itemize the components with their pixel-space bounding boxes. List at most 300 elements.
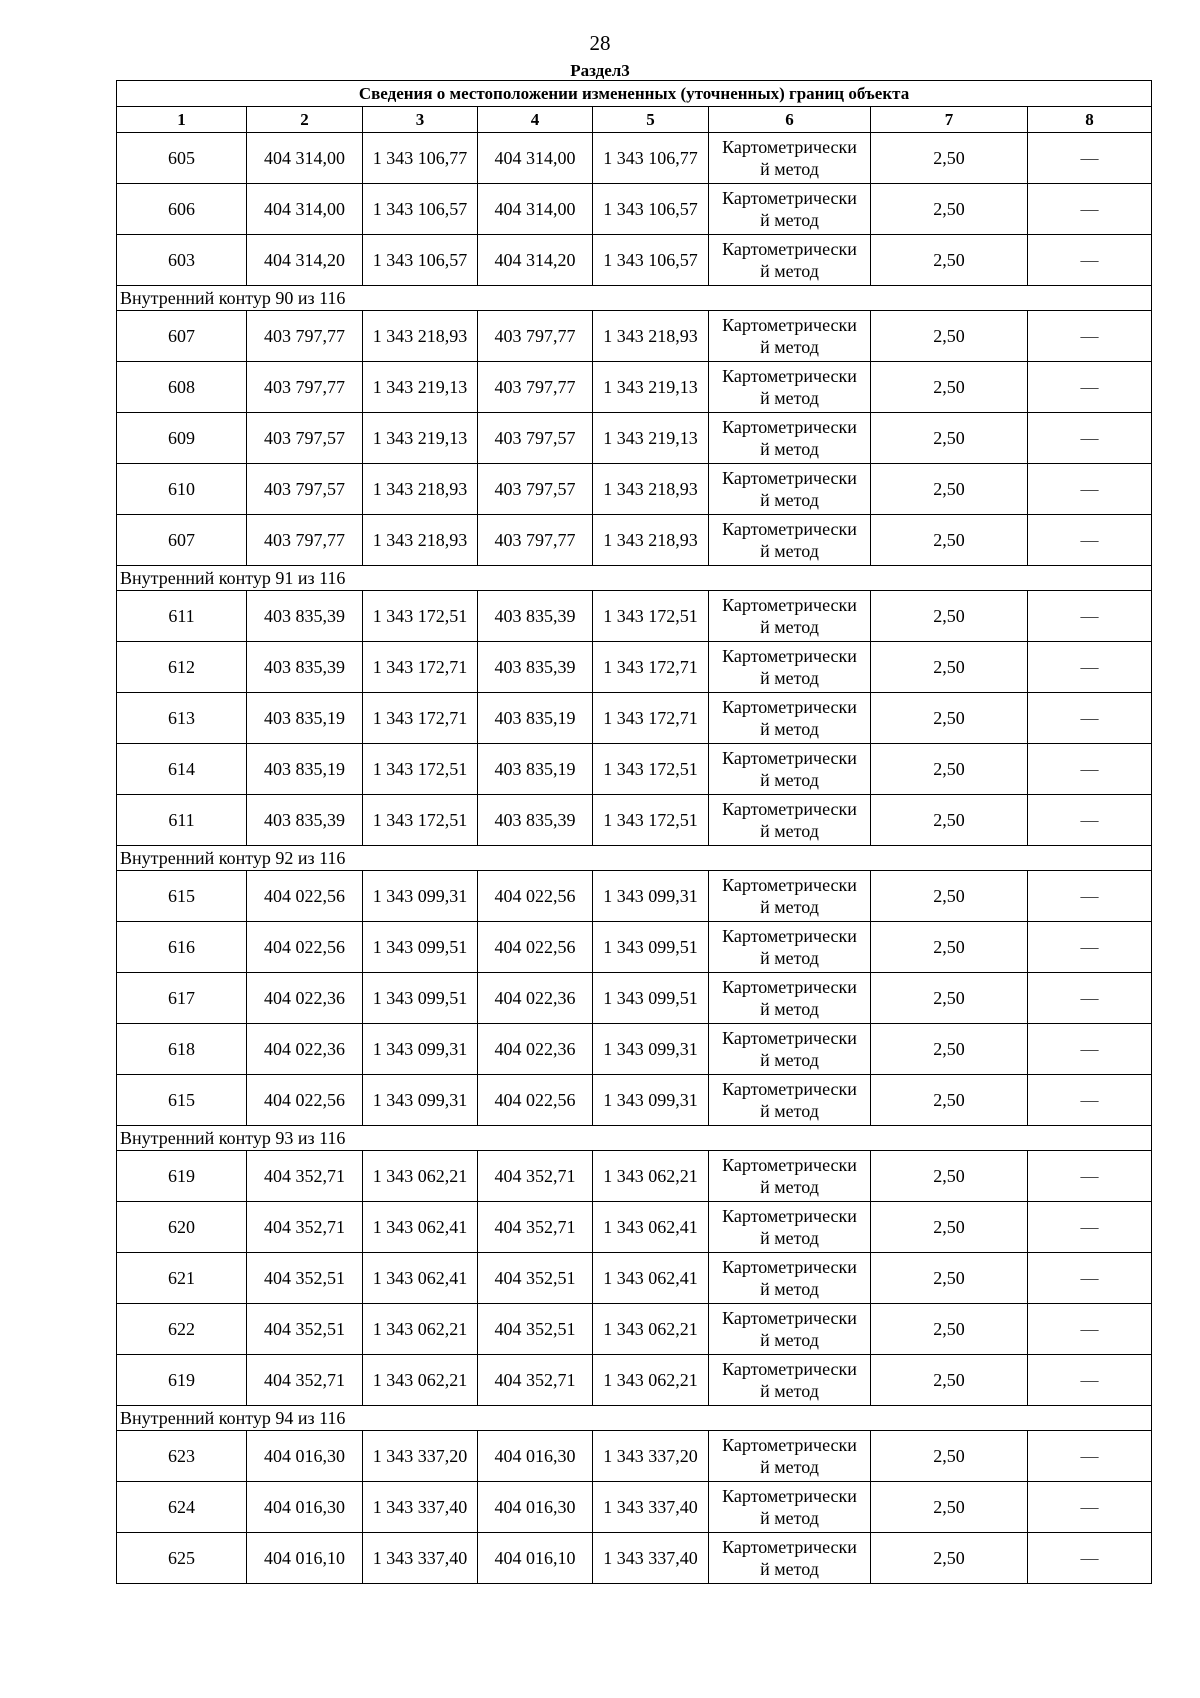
y-coordinate-cell: 1 343 062,21 — [363, 1355, 478, 1406]
point-number-cell: 623 — [117, 1431, 247, 1482]
contour-group-label: Внутренний контур 90 из 116 — [117, 286, 1152, 311]
accuracy-cell: 2,50 — [871, 1202, 1028, 1253]
table-row — [117, 642, 1152, 693]
method-cell — [709, 413, 871, 464]
method-cell — [709, 133, 871, 184]
column-number: 3 — [363, 107, 478, 133]
x-new-cell: 403 835,19 — [478, 693, 593, 744]
y-coordinate-cell: 1 343 099,51 — [363, 973, 478, 1024]
description-cell: — — [1028, 1075, 1152, 1126]
point-number-cell: 625 — [117, 1533, 247, 1584]
description-cell: — — [1028, 515, 1152, 566]
y-new-cell: 1 343 337,40 — [593, 1482, 709, 1533]
description-cell: — — [1028, 311, 1152, 362]
x-coordinate-cell: 403 835,39 — [247, 642, 363, 693]
accuracy-cell: 2,50 — [871, 922, 1028, 973]
description-cell: — — [1028, 693, 1152, 744]
point-number-cell: 614 — [117, 744, 247, 795]
x-coordinate-cell: 404 352,51 — [247, 1253, 363, 1304]
y-coordinate-cell: 1 343 219,13 — [363, 362, 478, 413]
y-new-cell: 1 343 172,71 — [593, 642, 709, 693]
table-row — [117, 922, 1152, 973]
x-new-cell: 403 797,77 — [478, 515, 593, 566]
y-coordinate-cell: 1 343 062,41 — [363, 1253, 478, 1304]
table-row — [117, 1482, 1152, 1533]
method-line: й метод — [760, 1508, 819, 1528]
description-cell: — — [1028, 1304, 1152, 1355]
y-new-cell: 1 343 218,93 — [593, 515, 709, 566]
x-new-cell: 404 022,56 — [478, 871, 593, 922]
description-cell: — — [1028, 1202, 1152, 1253]
accuracy-cell: 2,50 — [871, 795, 1028, 846]
x-coordinate-cell: 403 797,77 — [247, 311, 363, 362]
description-cell: — — [1028, 362, 1152, 413]
y-coordinate-cell: 1 343 099,31 — [363, 1075, 478, 1126]
accuracy-cell: 2,50 — [871, 1431, 1028, 1482]
y-coordinate-cell: 1 343 337,20 — [363, 1431, 478, 1482]
accuracy-cell: 2,50 — [871, 1075, 1028, 1126]
x-new-cell: 404 016,30 — [478, 1482, 593, 1533]
method-cell — [709, 311, 871, 362]
y-new-cell: 1 343 106,77 — [593, 133, 709, 184]
contour-group-label: Внутренний контур 91 из 116 — [117, 566, 1152, 591]
x-coordinate-cell: 404 016,10 — [247, 1533, 363, 1584]
x-new-cell: 403 835,19 — [478, 744, 593, 795]
y-new-cell: 1 343 172,51 — [593, 795, 709, 846]
accuracy-cell: 2,50 — [871, 311, 1028, 362]
method-line: Картометрически — [722, 1486, 857, 1506]
method-line: й метод — [760, 1381, 819, 1401]
y-new-cell: 1 343 099,31 — [593, 1075, 709, 1126]
method-line: Картометрически — [722, 977, 857, 997]
point-number-cell: 618 — [117, 1024, 247, 1075]
table-row — [117, 693, 1152, 744]
point-number-cell: 624 — [117, 1482, 247, 1533]
point-number-cell: 620 — [117, 1202, 247, 1253]
method-line: Картометрически — [722, 188, 857, 208]
contour-group-row — [117, 846, 1152, 871]
contour-group-row — [117, 566, 1152, 591]
column-number: 6 — [709, 107, 871, 133]
point-number-cell: 619 — [117, 1355, 247, 1406]
contour-group-label: Внутренний контур 94 из 116 — [117, 1406, 1152, 1431]
column-number-row — [117, 107, 1152, 133]
method-cell — [709, 362, 871, 413]
point-number-cell: 610 — [117, 464, 247, 515]
method-cell — [709, 235, 871, 286]
y-coordinate-cell: 1 343 062,21 — [363, 1304, 478, 1355]
table-row — [117, 744, 1152, 795]
x-new-cell: 403 797,77 — [478, 311, 593, 362]
contour-group-row — [117, 1126, 1152, 1151]
method-line: й метод — [760, 948, 819, 968]
accuracy-cell: 2,50 — [871, 184, 1028, 235]
method-line: й метод — [760, 668, 819, 688]
x-coordinate-cell: 403 835,39 — [247, 591, 363, 642]
method-line: Картометрически — [722, 1359, 857, 1379]
method-line: й метод — [760, 1177, 819, 1197]
description-cell: — — [1028, 973, 1152, 1024]
method-cell — [709, 184, 871, 235]
table-row — [117, 1533, 1152, 1584]
accuracy-cell: 2,50 — [871, 1253, 1028, 1304]
method-line: й метод — [760, 261, 819, 281]
method-cell — [709, 642, 871, 693]
y-coordinate-cell: 1 343 218,93 — [363, 311, 478, 362]
table-row — [117, 871, 1152, 922]
x-new-cell: 404 314,00 — [478, 133, 593, 184]
y-new-cell: 1 343 218,93 — [593, 464, 709, 515]
y-coordinate-cell: 1 343 337,40 — [363, 1533, 478, 1584]
description-cell: — — [1028, 795, 1152, 846]
accuracy-cell: 2,50 — [871, 591, 1028, 642]
x-coordinate-cell: 404 022,36 — [247, 973, 363, 1024]
x-new-cell: 404 022,36 — [478, 1024, 593, 1075]
y-coordinate-cell: 1 343 172,51 — [363, 795, 478, 846]
description-cell: — — [1028, 1533, 1152, 1584]
point-number-cell: 607 — [117, 515, 247, 566]
method-line: й метод — [760, 617, 819, 637]
description-cell: — — [1028, 133, 1152, 184]
accuracy-cell: 2,50 — [871, 515, 1028, 566]
table-row — [117, 1431, 1152, 1482]
method-cell — [709, 591, 871, 642]
method-line: й метод — [760, 821, 819, 841]
x-new-cell: 403 797,57 — [478, 413, 593, 464]
column-number: 7 — [871, 107, 1028, 133]
accuracy-cell: 2,50 — [871, 973, 1028, 1024]
method-cell — [709, 1151, 871, 1202]
accuracy-cell: 2,50 — [871, 871, 1028, 922]
table-row — [117, 795, 1152, 846]
point-number-cell: 616 — [117, 922, 247, 973]
column-number: 1 — [117, 107, 247, 133]
y-coordinate-cell: 1 343 218,93 — [363, 515, 478, 566]
method-line: й метод — [760, 541, 819, 561]
x-coordinate-cell: 403 797,77 — [247, 515, 363, 566]
section-label: Раздел3 — [570, 61, 630, 80]
y-new-cell: 1 343 172,51 — [593, 591, 709, 642]
point-number-cell: 619 — [117, 1151, 247, 1202]
method-cell — [709, 1253, 871, 1304]
accuracy-cell: 2,50 — [871, 1151, 1028, 1202]
method-cell — [709, 1533, 871, 1584]
method-line: й метод — [760, 490, 819, 510]
description-cell: — — [1028, 642, 1152, 693]
table-row — [117, 362, 1152, 413]
point-number-cell: 615 — [117, 1075, 247, 1126]
method-line: Картометрически — [722, 417, 857, 437]
y-coordinate-cell: 1 343 172,71 — [363, 642, 478, 693]
x-coordinate-cell: 404 352,71 — [247, 1355, 363, 1406]
method-line: й метод — [760, 159, 819, 179]
y-new-cell: 1 343 218,93 — [593, 311, 709, 362]
y-new-cell: 1 343 106,57 — [593, 184, 709, 235]
method-cell — [709, 1355, 871, 1406]
table-row — [117, 133, 1152, 184]
column-number: 4 — [478, 107, 593, 133]
x-coordinate-cell: 404 352,71 — [247, 1151, 363, 1202]
y-new-cell: 1 343 099,31 — [593, 1024, 709, 1075]
method-line: Картометрически — [722, 1028, 857, 1048]
y-new-cell: 1 343 062,21 — [593, 1355, 709, 1406]
description-cell: — — [1028, 1151, 1152, 1202]
table-row — [117, 413, 1152, 464]
description-cell: — — [1028, 1482, 1152, 1533]
table-row — [117, 1253, 1152, 1304]
x-coordinate-cell: 403 797,77 — [247, 362, 363, 413]
accuracy-cell: 2,50 — [871, 1533, 1028, 1584]
x-new-cell: 404 016,10 — [478, 1533, 593, 1584]
x-coordinate-cell: 403 797,57 — [247, 413, 363, 464]
x-coordinate-cell: 403 835,39 — [247, 795, 363, 846]
method-line: Картометрически — [722, 799, 857, 819]
y-new-cell: 1 343 062,41 — [593, 1202, 709, 1253]
x-coordinate-cell: 404 022,56 — [247, 871, 363, 922]
x-new-cell: 404 352,71 — [478, 1355, 593, 1406]
table-row — [117, 973, 1152, 1024]
description-cell: — — [1028, 1431, 1152, 1482]
column-number: 5 — [593, 107, 709, 133]
x-coordinate-cell: 404 016,30 — [247, 1482, 363, 1533]
description-cell: — — [1028, 1355, 1152, 1406]
description-cell: — — [1028, 235, 1152, 286]
x-new-cell: 403 835,39 — [478, 642, 593, 693]
x-new-cell: 404 314,20 — [478, 235, 593, 286]
point-number-cell: 612 — [117, 642, 247, 693]
x-coordinate-cell: 404 022,36 — [247, 1024, 363, 1075]
contour-group-row — [117, 286, 1152, 311]
x-new-cell: 404 314,00 — [478, 184, 593, 235]
method-cell — [709, 1075, 871, 1126]
point-number-cell: 608 — [117, 362, 247, 413]
point-number-cell: 607 — [117, 311, 247, 362]
accuracy-cell: 2,50 — [871, 235, 1028, 286]
point-number-cell: 603 — [117, 235, 247, 286]
description-cell: — — [1028, 413, 1152, 464]
method-cell — [709, 464, 871, 515]
contour-group-label: Внутренний контур 92 из 116 — [117, 846, 1152, 871]
y-new-cell: 1 343 337,20 — [593, 1431, 709, 1482]
point-number-cell: 605 — [117, 133, 247, 184]
method-line: Картометрически — [722, 315, 857, 335]
y-coordinate-cell: 1 343 106,57 — [363, 235, 478, 286]
method-line: й метод — [760, 897, 819, 917]
method-line: Картометрически — [722, 1206, 857, 1226]
x-new-cell: 404 352,51 — [478, 1304, 593, 1355]
y-new-cell: 1 343 062,21 — [593, 1151, 709, 1202]
method-cell — [709, 1024, 871, 1075]
y-new-cell: 1 343 106,57 — [593, 235, 709, 286]
method-cell — [709, 1304, 871, 1355]
method-cell — [709, 744, 871, 795]
accuracy-cell: 2,50 — [871, 1355, 1028, 1406]
table-row — [117, 515, 1152, 566]
table-row — [117, 464, 1152, 515]
method-line: й метод — [760, 337, 819, 357]
y-new-cell: 1 343 172,51 — [593, 744, 709, 795]
y-coordinate-cell: 1 343 062,41 — [363, 1202, 478, 1253]
table-row — [117, 1075, 1152, 1126]
y-coordinate-cell: 1 343 172,51 — [363, 591, 478, 642]
method-line: Картометрически — [722, 875, 857, 895]
contour-group-row — [117, 1406, 1152, 1431]
y-new-cell: 1 343 219,13 — [593, 413, 709, 464]
y-new-cell: 1 343 172,71 — [593, 693, 709, 744]
y-coordinate-cell: 1 343 099,31 — [363, 1024, 478, 1075]
method-line: й метод — [760, 719, 819, 739]
method-line: й метод — [760, 1330, 819, 1350]
method-cell — [709, 795, 871, 846]
table-row — [117, 235, 1152, 286]
y-coordinate-cell: 1 343 172,71 — [363, 693, 478, 744]
y-coordinate-cell: 1 343 106,77 — [363, 133, 478, 184]
description-cell: — — [1028, 871, 1152, 922]
table-row — [117, 591, 1152, 642]
method-line: Картометрически — [722, 748, 857, 768]
method-line: Картометрически — [722, 137, 857, 157]
accuracy-cell: 2,50 — [871, 413, 1028, 464]
x-new-cell: 404 352,51 — [478, 1253, 593, 1304]
y-new-cell: 1 343 062,41 — [593, 1253, 709, 1304]
x-new-cell: 404 022,36 — [478, 973, 593, 1024]
table-row — [117, 1355, 1152, 1406]
method-line: Картометрически — [722, 1155, 857, 1175]
point-number-cell: 613 — [117, 693, 247, 744]
table-caption-row — [117, 81, 1152, 107]
accuracy-cell: 2,50 — [871, 362, 1028, 413]
method-line: Картометрически — [722, 926, 857, 946]
method-line: Картометрически — [722, 1079, 857, 1099]
point-number-cell: 622 — [117, 1304, 247, 1355]
x-new-cell: 404 016,30 — [478, 1431, 593, 1482]
y-coordinate-cell: 1 343 218,93 — [363, 464, 478, 515]
accuracy-cell: 2,50 — [871, 1024, 1028, 1075]
method-cell — [709, 922, 871, 973]
method-line: Картометрически — [722, 697, 857, 717]
method-line: й метод — [760, 1457, 819, 1477]
x-coordinate-cell: 404 022,56 — [247, 1075, 363, 1126]
y-coordinate-cell: 1 343 099,51 — [363, 922, 478, 973]
method-line: Картометрически — [722, 1537, 857, 1557]
method-line: й метод — [760, 1101, 819, 1121]
y-coordinate-cell: 1 343 099,31 — [363, 871, 478, 922]
accuracy-cell: 2,50 — [871, 693, 1028, 744]
x-new-cell: 403 797,77 — [478, 362, 593, 413]
column-number: 8 — [1028, 107, 1152, 133]
y-new-cell: 1 343 099,31 — [593, 871, 709, 922]
method-line: й метод — [760, 210, 819, 230]
accuracy-cell: 2,50 — [871, 1482, 1028, 1533]
table-row — [117, 1304, 1152, 1355]
table-row — [117, 1024, 1152, 1075]
x-new-cell: 403 835,39 — [478, 591, 593, 642]
x-new-cell: 404 022,56 — [478, 1075, 593, 1126]
description-cell: — — [1028, 184, 1152, 235]
method-cell — [709, 1202, 871, 1253]
x-new-cell: 404 352,71 — [478, 1202, 593, 1253]
accuracy-cell: 2,50 — [871, 642, 1028, 693]
method-line: Картометрически — [722, 239, 857, 259]
method-line: й метод — [760, 1050, 819, 1070]
y-coordinate-cell: 1 343 219,13 — [363, 413, 478, 464]
method-line: й метод — [760, 388, 819, 408]
method-cell — [709, 871, 871, 922]
accuracy-cell: 2,50 — [871, 133, 1028, 184]
method-line: Картометрически — [722, 646, 857, 666]
method-line: Картометрически — [722, 366, 857, 386]
method-line: й метод — [760, 770, 819, 790]
method-line: Картометрически — [722, 1308, 857, 1328]
y-new-cell: 1 343 099,51 — [593, 922, 709, 973]
x-coordinate-cell: 404 022,56 — [247, 922, 363, 973]
method-line: Картометрически — [722, 468, 857, 488]
method-cell — [709, 515, 871, 566]
accuracy-cell: 2,50 — [871, 464, 1028, 515]
x-new-cell: 403 797,57 — [478, 464, 593, 515]
x-coordinate-cell: 403 797,57 — [247, 464, 363, 515]
point-number-cell: 621 — [117, 1253, 247, 1304]
y-coordinate-cell: 1 343 106,57 — [363, 184, 478, 235]
x-new-cell: 404 022,56 — [478, 922, 593, 973]
x-coordinate-cell: 404 314,20 — [247, 235, 363, 286]
x-coordinate-cell: 404 352,71 — [247, 1202, 363, 1253]
x-coordinate-cell: 404 314,00 — [247, 184, 363, 235]
point-number-cell: 617 — [117, 973, 247, 1024]
page-number: 28 — [589, 31, 611, 55]
method-cell — [709, 1482, 871, 1533]
x-coordinate-cell: 404 352,51 — [247, 1304, 363, 1355]
method-line: й метод — [760, 1559, 819, 1579]
method-line: й метод — [760, 1279, 819, 1299]
y-new-cell: 1 343 219,13 — [593, 362, 709, 413]
y-new-cell: 1 343 099,51 — [593, 973, 709, 1024]
method-line: й метод — [760, 999, 819, 1019]
x-coordinate-cell: 403 835,19 — [247, 693, 363, 744]
column-number: 2 — [247, 107, 363, 133]
method-line: Картометрически — [722, 595, 857, 615]
x-coordinate-cell: 404 314,00 — [247, 133, 363, 184]
table-row — [117, 1202, 1152, 1253]
description-cell: — — [1028, 922, 1152, 973]
method-line: Картометрически — [722, 519, 857, 539]
method-line: Картометрически — [722, 1435, 857, 1455]
boundary-table — [116, 80, 1152, 1584]
table-row — [117, 184, 1152, 235]
method-line: й метод — [760, 439, 819, 459]
point-number-cell: 606 — [117, 184, 247, 235]
table-row — [117, 1151, 1152, 1202]
y-new-cell: 1 343 062,21 — [593, 1304, 709, 1355]
accuracy-cell: 2,50 — [871, 1304, 1028, 1355]
y-new-cell: 1 343 337,40 — [593, 1533, 709, 1584]
description-cell: — — [1028, 591, 1152, 642]
description-cell: — — [1028, 464, 1152, 515]
description-cell: — — [1028, 1024, 1152, 1075]
point-number-cell: 609 — [117, 413, 247, 464]
contour-group-label: Внутренний контур 93 из 116 — [117, 1126, 1152, 1151]
method-line: й метод — [760, 1228, 819, 1248]
method-cell — [709, 1431, 871, 1482]
point-number-cell: 611 — [117, 795, 247, 846]
x-coordinate-cell: 404 016,30 — [247, 1431, 363, 1482]
table-caption: Сведения о местоположении измененных (уточненных) границ объекта — [117, 81, 1152, 107]
x-new-cell: 404 352,71 — [478, 1151, 593, 1202]
method-cell — [709, 693, 871, 744]
y-coordinate-cell: 1 343 337,40 — [363, 1482, 478, 1533]
point-number-cell: 611 — [117, 591, 247, 642]
x-new-cell: 403 835,39 — [478, 795, 593, 846]
